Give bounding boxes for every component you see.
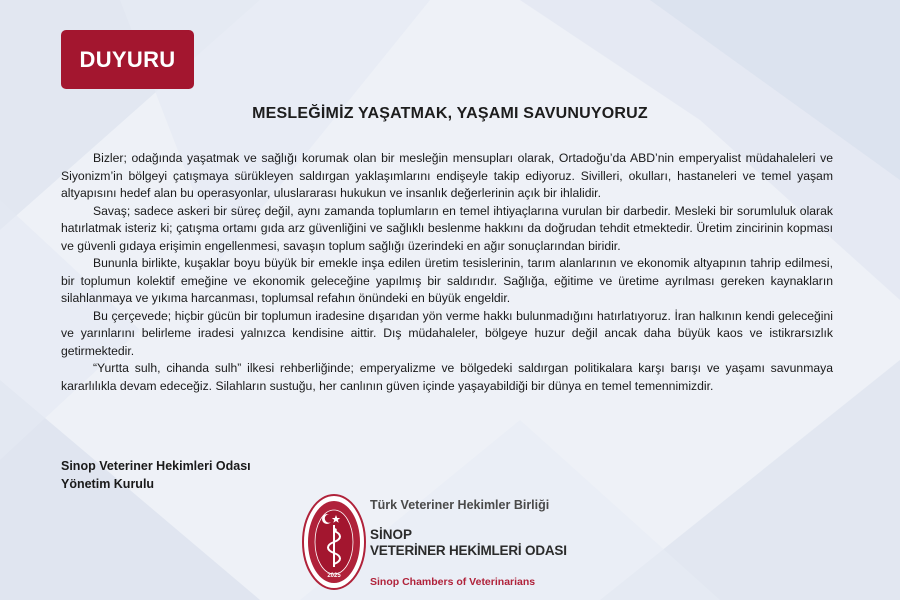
signature-organization: Sinop Veteriner Hekimleri Odası xyxy=(61,459,251,473)
logo-union-name: Türk Veteriner Hekimler Birliği xyxy=(370,498,550,512)
seal-year: 2025 xyxy=(327,573,341,579)
signature-board: Yönetim Kurulu xyxy=(61,477,155,491)
paragraph: Savaş; sadece askeri bir süreç değil, aynı zamanda toplumların en temel ihtiyaçlarına vurulan bir darbedir. Mesleki bir sorumluluk olarak hatırlatmak isteriz ki; çatışma ortamı gıda arz güvenliğini ve sağlıklı beslenme hakkını da doğrudan tehdit etmektedir. Üretim zincirinin kopması ve güvenli gıdaya erişimin engellenmesi, savaşın toplum sağlığı üzerindeki en ağır sonuçlarından biridir. xyxy=(61,203,833,253)
paragraph: Bununla birlikte, kuşaklar boyu büyük bir emekle inşa edilen üretim tesislerinin, tarım alanlarının ve ekonomik altyapının tahrip edilmesi, bir toplumun kolektif emeğine ve ekonomik geleceğine yapılmış bir saldırıdır. Sağlığa, eğitime ve üretime ayrılması gereken kaynakların silahlanmaya ve yıkıma harcanması, toplumsal refahın önündeki en büyük engeldir. xyxy=(61,256,833,305)
announcement-badge: DUYURU xyxy=(61,30,194,89)
logo-english-name: Sinop Chambers of Veterinarians xyxy=(370,576,536,588)
chamber-seal-icon xyxy=(302,493,366,591)
paragraph: Bizler; odağında yaşatmak ve sağlığı korumak olan bir mesleğin mensupları olarak, Ortadoğu’da ABD’nin emperyalist müdahaleleri ve Siyonizm’in bölgeyi çatışmaya sürükleyen saldırgan yaklaşımlarını endişeyle takip ediyoruz. Sivilleri, okulları, hastaneleri ve temel yaşam altyapısını hedef alan bu operasyonlar, uluslararası hukukun ve insanlık değerlerinin açık bir ihlalidir. xyxy=(61,151,833,200)
announcement-body xyxy=(61,150,833,395)
paragraph: Bu çerçevede; hiçbir gücün bir toplumun iradesine dışarıdan yön verme hakkı bulunmadığını hatırlatıyoruz. İran halkının kendi geleceğini ve yarınlarını belirleme iradesi yalnızca kendisine aittir. Dış müdahaleler, bölgeye huzur değil ancak daha büyük kaos ve istikrarsızlık getirmektedir. xyxy=(61,308,833,358)
logo-chamber-name: VETERİNER HEKİMLERİ ODASI xyxy=(370,543,567,558)
page-title: MESLEĞİMİZ YAŞATMAK, YAŞAMI SAVUNUYORUZ xyxy=(252,105,648,122)
paragraph: “Yurtta sulh, cihanda sulh” ilkesi rehberliğinde; emperyalizme ve bölgedeki saldırgan politikalara karşı barışı ve yaşamı savunmaya kararlılıkla devam edeceğiz. Silahların sustuğu, her canlının güven içinde yaşayabildiği bir dünya en temel temennimizdir. xyxy=(61,361,833,393)
signature-block xyxy=(61,457,251,493)
logo-city-name: SİNOP xyxy=(370,527,413,542)
